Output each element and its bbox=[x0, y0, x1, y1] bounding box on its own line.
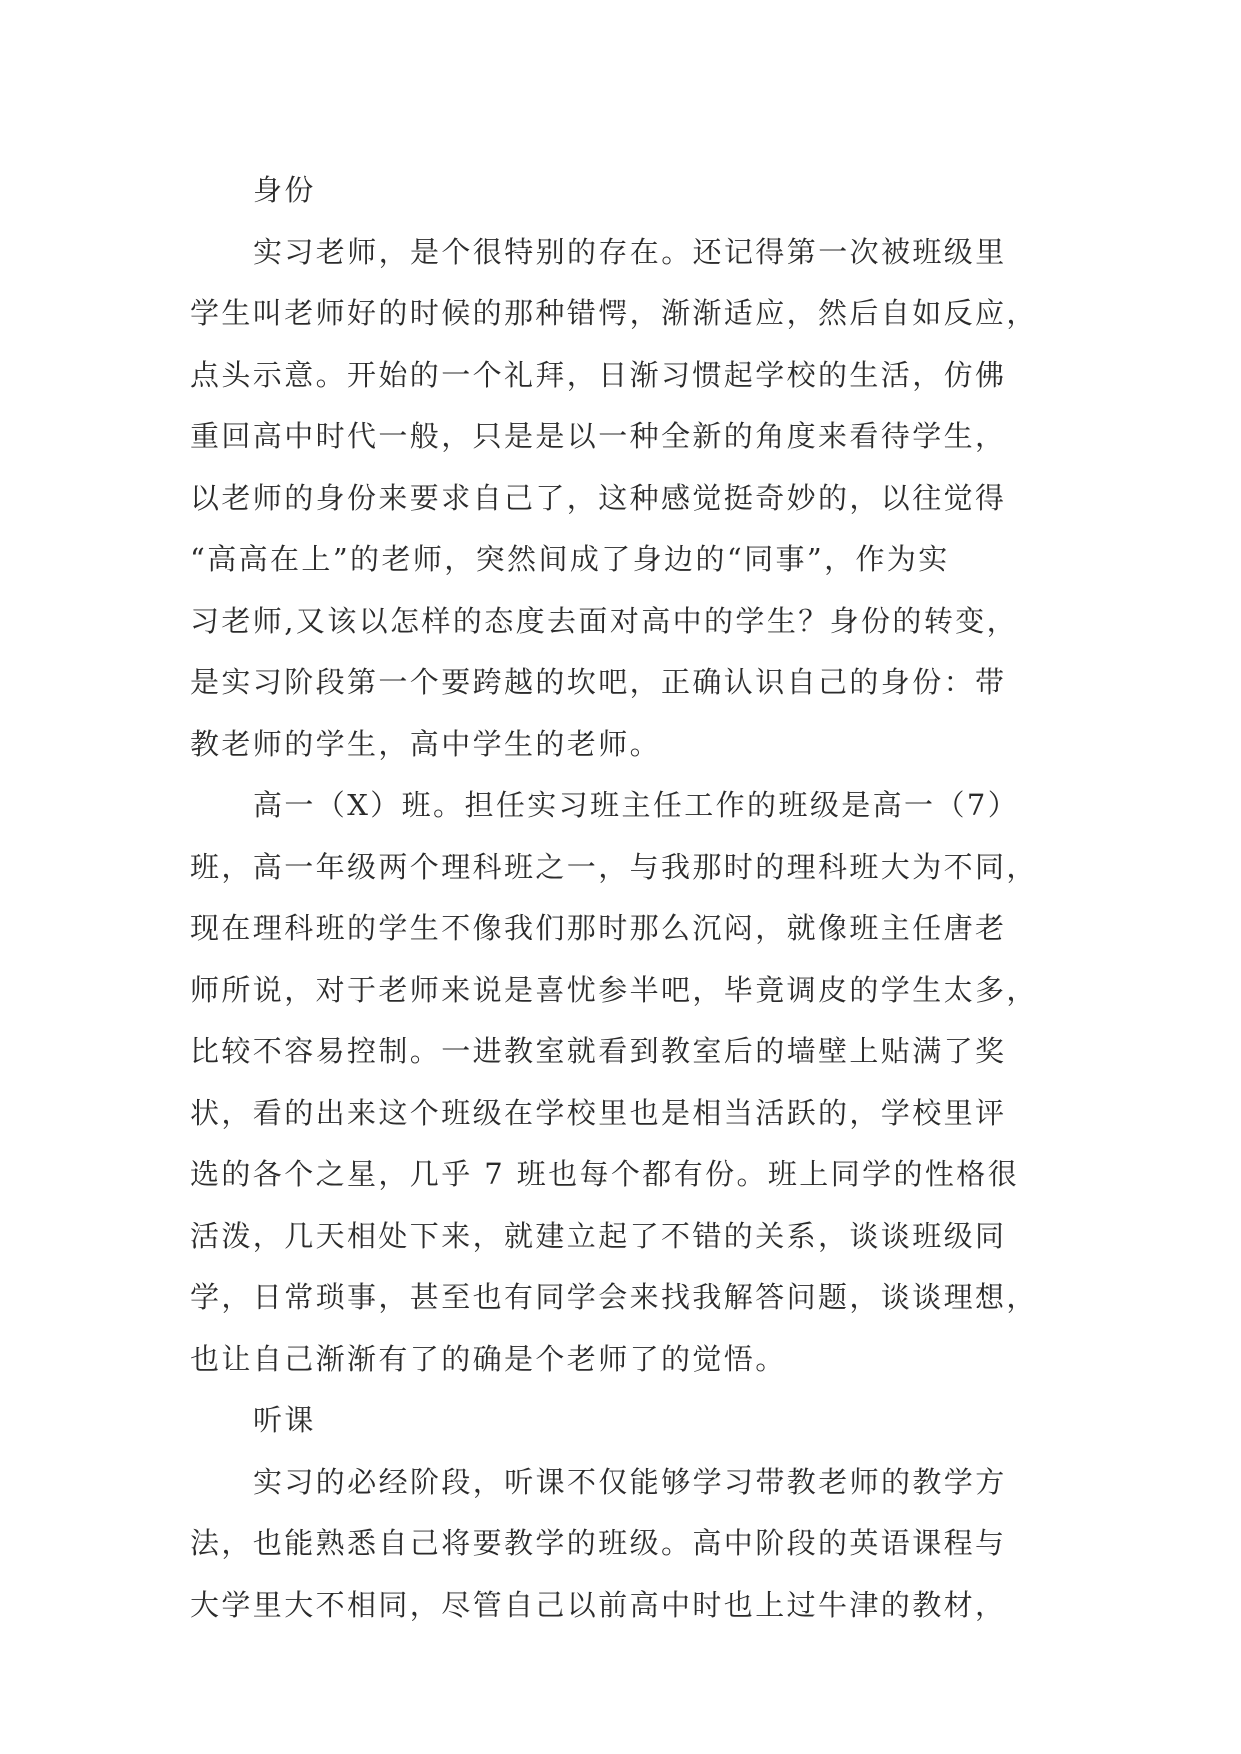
text-line: 学生叫老师好的时候的那种错愕，渐渐适应，然后自如反应， bbox=[190, 296, 1038, 330]
text-line: 大学里大不相同，尽管自己以前高中时也上过牛津的教材， bbox=[190, 1587, 1007, 1622]
text-line: 重回高中时代一般，只是是以一种全新的角度来看待学生， bbox=[190, 419, 1007, 453]
paragraph-first-line: 实习老师，是个很特别的存在。还记得第一次被班级里 bbox=[253, 234, 1007, 269]
text-line: 比较不容易控制。一进教室就看到教室后的墙壁上贴满了奖 bbox=[190, 1034, 1007, 1068]
text-line: 班，高一年级两个理科班之一，与我那时的理科班大为不同， bbox=[190, 849, 1038, 884]
text-line: 活泼，几天相处下来，就建立起了不错的关系，谈谈班级同 bbox=[190, 1218, 1007, 1253]
text-line: 以老师的身份来要求自己了，这种感觉挺奇妙的，以往觉得 bbox=[190, 480, 1007, 515]
text-line: 状，看的出来这个班级在学校里也是相当活跃的，学校里评 bbox=[190, 1095, 1007, 1130]
text-line: 习老师,又该以怎样的态度去面对高中的学生？身份的转变， bbox=[190, 603, 1019, 638]
text-line: 点头示意。开始的一个礼拜，日渐习惯起学校的生活，仿佛 bbox=[190, 357, 1007, 392]
text-line: 选的各个之星，几乎 7 班也每个都有份。班上同学的性格很 bbox=[190, 1157, 1020, 1191]
text-line: 教老师的学生，高中学生的老师。 bbox=[190, 726, 662, 761]
paragraph-first-line: 实习的必经阶段，听课不仅能够学习带教老师的教学方 bbox=[253, 1464, 1007, 1499]
text-line: 也让自己渐渐有了的确是个老师了的觉悟。 bbox=[190, 1341, 787, 1376]
text-line: 是实习阶段第一个要跨越的坎吧，正确认识自己的身份：带 bbox=[190, 665, 1007, 699]
document-body bbox=[190, 160, 1070, 1636]
text-line: 法，也能熟悉自己将要教学的班级。高中阶段的英语课程与 bbox=[190, 1526, 1007, 1560]
paragraph-first-line: 身份 bbox=[253, 173, 316, 207]
text-line: 师所说，对于老师来说是喜忧参半吧，毕竟调皮的学生太多， bbox=[190, 972, 1038, 1007]
text-line: 现在理科班的学生不像我们那时那么沉闷，就像班主任唐老 bbox=[190, 911, 1007, 945]
text-line: 学，日常琐事，甚至也有同学会来找我解答问题，谈谈理想， bbox=[190, 1280, 1038, 1314]
text-line: “高高在上”的老师，突然间成了身边的“同事”，作为实 bbox=[190, 542, 950, 576]
paragraph-first-line: 高一（X）班。担任实习班主任工作的班级是高一（7） bbox=[253, 788, 1020, 822]
paragraph-first-line: 听课 bbox=[253, 1403, 316, 1437]
